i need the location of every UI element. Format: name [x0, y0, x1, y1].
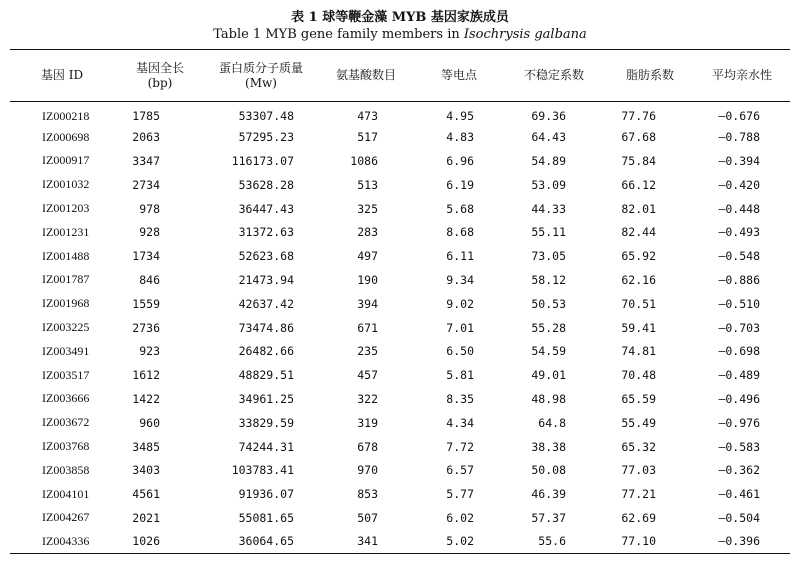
cell-amino-acid-count: 671	[357, 320, 378, 335]
cell-isoelectric-point: 6.19	[446, 177, 474, 192]
cell-gene-id: IZ001231	[42, 224, 90, 239]
cell-aliphatic-index: 82.44	[621, 225, 656, 240]
cell-molecular-weight: 36447.43	[238, 201, 294, 216]
cell-gene-length: 2021	[132, 510, 160, 525]
cell-amino-acid-count: 235	[357, 344, 378, 359]
cell-aliphatic-index: 65.59	[621, 391, 656, 406]
cell-gene-length: 3347	[132, 153, 160, 168]
cell-aliphatic-index: 65.32	[621, 439, 656, 454]
cell-isoelectric-point: 7.01	[446, 320, 474, 335]
cell-gene-length: 846	[139, 272, 160, 287]
cell-gravy: —0.698	[718, 344, 760, 359]
cell-gene-id: IZ003672	[42, 415, 90, 430]
cell-isoelectric-point: 4.95	[446, 109, 474, 124]
cell-isoelectric-point: 7.72	[446, 439, 474, 454]
cell-gravy: —0.886	[718, 272, 760, 287]
cell-instability-index: 55.28	[531, 320, 566, 335]
cell-instability-index: 73.05	[531, 249, 566, 264]
header-gravy: 平均亲水性	[694, 50, 790, 102]
cell-isoelectric-point: 5.02	[416, 530, 502, 554]
cell-gene-length: 978	[139, 201, 160, 216]
cell-instability-index: 54.59	[531, 344, 566, 359]
table-row	[10, 125, 790, 149]
table-row	[10, 102, 790, 126]
cell-amino-acid-count: 190	[357, 272, 378, 287]
cell-gene-length: 3403	[132, 463, 160, 478]
cell-amino-acid-count: 473	[357, 109, 378, 124]
cell-aliphatic-index: 62.16	[621, 272, 656, 287]
cell-gene-length: 923	[139, 344, 160, 359]
cell-amino-acid-count: 341	[316, 530, 416, 554]
table-row	[10, 197, 790, 221]
cell-aliphatic-index: 77.76	[621, 109, 656, 124]
table-row	[10, 339, 790, 363]
cell-amino-acid-count: 1086	[350, 153, 378, 168]
cell-gene-length: 1559	[132, 296, 160, 311]
cell-gravy: —0.448	[718, 201, 760, 216]
cell-molecular-weight: 73474.86	[238, 320, 294, 335]
cell-molecular-weight: 57295.23	[238, 130, 294, 145]
cell-amino-acid-count: 394	[357, 296, 378, 311]
cell-amino-acid-count: 322	[357, 391, 378, 406]
caption-english-prefix: Table 1 MYB gene family members in	[213, 27, 464, 42]
cell-gene-id: IZ003768	[42, 439, 90, 454]
table-row	[10, 411, 790, 435]
cell-gene-length: 2736	[132, 320, 160, 335]
cell-aliphatic-index: 77.21	[621, 487, 656, 502]
cell-amino-acid-count: 325	[357, 201, 378, 216]
cell-aliphatic-index: 59.41	[621, 320, 656, 335]
table-caption-english	[0, 27, 800, 42]
table-row	[10, 363, 790, 387]
cell-aliphatic-index: 75.84	[621, 153, 656, 168]
cell-instability-index: 38.38	[531, 439, 566, 454]
cell-instability-index: 49.01	[531, 368, 566, 383]
cell-instability-index: 64.8	[538, 415, 566, 430]
cell-isoelectric-point: 6.96	[446, 153, 474, 168]
cell-instability-index: 57.37	[531, 510, 566, 525]
cell-amino-acid-count: 853	[357, 487, 378, 502]
cell-gene-length: 960	[139, 415, 160, 430]
cell-instability-index: 50.53	[531, 296, 566, 311]
cell-instability-index: 53.09	[531, 177, 566, 192]
cell-aliphatic-index: 70.51	[621, 296, 656, 311]
cell-molecular-weight: 48829.51	[238, 368, 294, 383]
cell-gene-length: 1734	[132, 249, 160, 264]
cell-gravy: —0.788	[718, 130, 760, 145]
cell-gene-length: 2063	[132, 130, 160, 145]
cell-gravy: —0.420	[718, 177, 760, 192]
table-header-row	[10, 50, 790, 102]
cell-gene-length: 3485	[132, 439, 160, 454]
cell-gene-id: IZ004101	[42, 486, 90, 501]
cell-gravy: —0.676	[718, 109, 760, 124]
cell-molecular-weight: 21473.94	[238, 272, 294, 287]
cell-molecular-weight: 34961.25	[238, 391, 294, 406]
cell-isoelectric-point: 6.50	[446, 344, 474, 359]
cell-aliphatic-index: 77.10	[606, 530, 694, 554]
cell-molecular-weight: 103783.41	[231, 463, 294, 478]
table-row	[10, 149, 790, 173]
cell-gravy: —0.583	[718, 439, 760, 454]
myb-gene-table	[10, 49, 790, 554]
cell-molecular-weight: 33829.59	[238, 415, 294, 430]
cell-instability-index: 69.36	[531, 109, 566, 124]
cell-aliphatic-index: 74.81	[621, 344, 656, 359]
header-gene-id: 基因 ID	[10, 50, 114, 102]
cell-molecular-weight: 42637.42	[238, 296, 294, 311]
cell-molecular-weight: 53628.28	[238, 177, 294, 192]
cell-isoelectric-point: 5.77	[446, 487, 474, 502]
header-aliphatic-index: 脂肪系数	[606, 50, 694, 102]
cell-gene-id: IZ001203	[42, 201, 90, 216]
cell-gene-id: IZ001787	[42, 272, 90, 287]
cell-isoelectric-point: 6.02	[446, 510, 474, 525]
cell-instability-index: 55.6	[502, 530, 606, 554]
cell-gravy: —0.976	[718, 415, 760, 430]
cell-amino-acid-count: 457	[357, 368, 378, 383]
cell-isoelectric-point: 5.81	[446, 368, 474, 383]
table-row	[10, 387, 790, 411]
cell-gravy: —0.461	[718, 487, 760, 502]
cell-isoelectric-point: 6.57	[446, 463, 474, 478]
cell-aliphatic-index: 67.68	[621, 130, 656, 145]
header-isoelectric-point: 等电点	[416, 50, 502, 102]
cell-amino-acid-count: 517	[357, 130, 378, 145]
cell-gene-id: IZ001488	[42, 248, 90, 263]
cell-gravy: —0.496	[718, 391, 760, 406]
table-row	[10, 530, 790, 554]
cell-aliphatic-index: 66.12	[621, 177, 656, 192]
header-instability-index: 不稳定系数	[502, 50, 606, 102]
header-molecular-weight: 蛋白质分子质量 (Mw)	[206, 50, 316, 102]
cell-aliphatic-index: 77.03	[621, 463, 656, 478]
cell-instability-index: 44.33	[531, 201, 566, 216]
cell-gene-length: 4561	[132, 487, 160, 502]
table-row	[10, 435, 790, 459]
cell-gene-id: IZ003666	[42, 391, 90, 406]
cell-gene-length: 928	[139, 225, 160, 240]
cell-gene-id: IZ004336	[10, 530, 114, 554]
cell-aliphatic-index: 82.01	[621, 201, 656, 216]
cell-instability-index: 54.89	[531, 153, 566, 168]
cell-gravy: —0.394	[718, 153, 760, 168]
cell-amino-acid-count: 507	[357, 510, 378, 525]
cell-instability-index: 48.98	[531, 391, 566, 406]
cell-gravy: —0.510	[718, 296, 760, 311]
cell-aliphatic-index: 62.69	[621, 510, 656, 525]
cell-instability-index: 46.39	[531, 487, 566, 502]
cell-gene-id: IZ000698	[42, 129, 90, 144]
cell-molecular-weight: 26482.66	[238, 344, 294, 359]
cell-molecular-weight: 91936.07	[238, 487, 294, 502]
cell-isoelectric-point: 8.68	[446, 225, 474, 240]
cell-molecular-weight: 55081.65	[238, 510, 294, 525]
cell-gene-length: 1785	[132, 109, 160, 124]
cell-gene-length: 1612	[132, 368, 160, 383]
cell-molecular-weight: 31372.63	[238, 225, 294, 240]
caption-species-name: Isochrysis galbana	[463, 27, 587, 42]
table-row	[10, 173, 790, 197]
cell-amino-acid-count: 497	[357, 249, 378, 264]
cell-gene-id: IZ001032	[42, 177, 90, 192]
cell-gravy: —0.504	[718, 510, 760, 525]
cell-isoelectric-point: 9.34	[446, 272, 474, 287]
cell-gene-id: IZ003517	[42, 367, 90, 382]
header-gene-length: 基因全长 (bp)	[114, 50, 206, 102]
cell-gene-id: IZ003858	[42, 462, 90, 477]
cell-gravy: —0.362	[718, 463, 760, 478]
cell-gene-length: 1026	[114, 530, 206, 554]
cell-gene-id: IZ004267	[42, 510, 90, 525]
cell-gene-id: IZ001968	[42, 296, 90, 311]
cell-gravy: —0.548	[718, 249, 760, 264]
table-row	[10, 244, 790, 268]
cell-instability-index: 58.12	[531, 272, 566, 287]
cell-gene-length: 1422	[132, 391, 160, 406]
cell-amino-acid-count: 678	[357, 439, 378, 454]
header-amino-acid-count: 氨基酸数目	[316, 50, 416, 102]
cell-gene-length: 2734	[132, 177, 160, 192]
cell-instability-index: 64.43	[531, 130, 566, 145]
cell-amino-acid-count: 970	[357, 463, 378, 478]
cell-molecular-weight: 53307.48	[238, 109, 294, 124]
cell-aliphatic-index: 55.49	[621, 415, 656, 430]
table-caption-chinese: 表 1 球等鞭金藻 MYB 基因家族成员	[291, 10, 509, 25]
cell-gene-id: IZ003225	[42, 320, 90, 335]
cell-amino-acid-count: 513	[357, 177, 378, 192]
cell-molecular-weight: 74244.31	[238, 439, 294, 454]
cell-isoelectric-point: 8.35	[446, 391, 474, 406]
cell-aliphatic-index: 70.48	[621, 368, 656, 383]
table-row	[10, 292, 790, 316]
cell-gravy: —0.493	[718, 225, 760, 240]
cell-isoelectric-point: 6.11	[446, 249, 474, 264]
cell-gravy: —0.703	[718, 320, 760, 335]
cell-gene-id: IZ000917	[42, 153, 90, 168]
table-row	[10, 220, 790, 244]
cell-molecular-weight: 36064.65	[206, 530, 316, 554]
cell-gene-id: IZ000218	[42, 108, 90, 123]
cell-gravy: —0.396	[694, 530, 790, 554]
table-row	[10, 268, 790, 292]
table-row	[10, 482, 790, 506]
cell-isoelectric-point: 4.34	[446, 415, 474, 430]
cell-amino-acid-count: 319	[357, 415, 378, 430]
table-row	[10, 316, 790, 340]
cell-amino-acid-count: 283	[357, 225, 378, 240]
table-body	[10, 102, 790, 554]
cell-isoelectric-point: 5.68	[446, 201, 474, 216]
table-row	[10, 506, 790, 530]
cell-instability-index: 50.08	[531, 463, 566, 478]
cell-molecular-weight: 52623.68	[238, 249, 294, 264]
cell-isoelectric-point: 4.83	[446, 130, 474, 145]
cell-gravy: —0.489	[718, 368, 760, 383]
cell-aliphatic-index: 65.92	[621, 249, 656, 264]
cell-molecular-weight: 116173.07	[231, 153, 294, 168]
table-row	[10, 458, 790, 482]
cell-gene-id: IZ003491	[42, 343, 90, 358]
cell-isoelectric-point: 9.02	[446, 296, 474, 311]
cell-instability-index: 55.11	[531, 225, 566, 240]
